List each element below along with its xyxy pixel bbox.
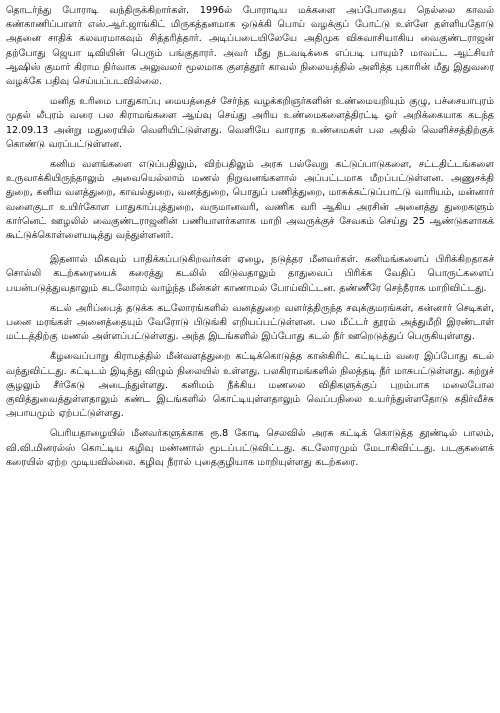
paragraph-2: மனித உரிமை பாதுகாப்பு மையத்தைச் சேர்ந்த வழக்கறிஞர்களின் உண்மையறியும் குழு, பச்சையாபுரம் முதல் லீபுரம் வரை பல கிராமங்களை ஆய்வு செய்து அரிய உண்மைகளைத்திரட்டி ஓர் அறிக்கையாக கடந்த 12.09.13 அன்று மதுரையில் வெளியிட்டுள்ளது. வெளியே வாராத உண்மைகள் பல அதில் வெளிச்சத்திற்குக் கொண்டு வரப்பட்டுள்ளன. bbox=[6, 96, 494, 150]
paragraph-5: கடல் அரிப்பைத் தடுக்க கடலோரங்களில் வனத்துறை வளர்த்திருந்த சவுக்குமரங்கள், கன்னார் செடிகள், பனை மரங்கள் அனைத்தையும் வேரோடு பிடுங்கி எறியப்பட்டுள்ளன. பல மீட்டர் தூரம் அத்துமீறி இரண்டாள் மட்டத்திற்கு மணல் அள்ளப்பட்டுள்ளது. அந்த இடங்களில் இப்போது கடல் நீர் ஊறெடுத்துப் பெருகியுள்ளது. bbox=[6, 302, 494, 343]
paragraph-3: கனிம வளங்களை எடுப்பதிலும், விற்பதிலும் அரசு பல்வேறு கட்டுப்பாடுகளை, சட்டதிட்டங்களை உருவாக்கியிருந்தாலும் அவையெல்லாம் மணல் நிறுவனங்களால் அப்பட்டமாக மீறப்பட்டுள்ளன. அணுசக்தி துறை, கனிம வளத்துறை, காவல்துறை, வனத்துறை, பொதுப் பணித்துறை, மாசுக்கட்டுப்பாட்டு வாரியம், மன்னார் வளைகுடா உயிர்கோள பாதுகாப்புத்துறை, வருமானவரி, வணிக வரி ஆகிய அரசின் அனைத்து துறைகளும் கார்னெட் ஊழலில் வைகுண்டராஜனின் பணியாளர்களாக மாறி அவருக்குச் சேவகம் செய்து 25 ஆண்டுகளாகக் கூட்டுக்கொள்ளையடித்து வந்துள்ளனர். bbox=[6, 159, 494, 242]
paragraph-4: இதனால் மிகவும் பாதிக்கப்படுகிறவர்கள் ஏழை, நடுத்தர மீனவர்கள். கனிமங்களைப் பிரிக்கிறதாகச் சொல்லி கடற்கரையைக் கரைத்து கடலில் விடுவதாலும் தாதுவைப் பிரிக்க வேதிப் பொருட்களைப் பயன்படுத்துவதாலும் கடலோரம் வாழ்ந்த மீன்கள் காணாமல் போய்விட்டன. தண்ணீரே செந்நீராக மாறிவிட்டது. bbox=[6, 254, 494, 294]
paragraph-7: பெரியதாழையில் மீனவர்களுக்காக ரூ.8 கோடி செலவில் அரசு கட்டிக் கொடுத்த தூண்டில் பாலம், வி.வி.மினரல்ஸ் கொட்டிய கழிவு மண்ணால் மூடப்பட்டுவிட்டது. கடலோரமும் மேடாகிவிட்டது. படகுகளைக் கரையில் ஏற்ற முடியவில்லை. கழிவு நீரால் புதைகுழியாக மாறியுள்ளது கடற்கரை. bbox=[6, 428, 494, 468]
paragraph-6: கீழவைப்பாறு கிராமத்தில் மீன்வளத்துறை கட்டிக்கொடுத்த கான்கிரிட் கட்டிடம் வரை இப்போது கடல் வந்துவிட்டது. கட்டிடம் இடிந்து விழும் நிலையில் உள்ளது. பலகிராமங்களில் நிலத்தடி நீர் மாசுபட்டுள்ளது. சுற்றுச் சூழலும் சீர்கேடு அடைந்துள்ளது. கனிமம் நீக்கிய மணலை விதிகளுக்குப் புறம்பாக மலைபோல குவித்துவைத்துள்ளதாலும் கண்ட இடங்களில் கொட்டியுள்ளதாலும் வெப்பநிலை உயர்ந்துள்ளதோடு கதிர்வீச்சு அபாயமும் ஏற்பட்டுள்ளது. bbox=[6, 351, 494, 420]
paragraph-1: தொடர்ந்து போராடி வந்திருக்கிறார்கள். 1996ல் போராடிய மக்களை அப்போதைய நெல்லை காவல் கண்காணிப்பாளர் எஸ்.ஆர்.ஜாங்கிட் மிருகத்தனமாக ஒடுக்கி பொய் வழக்குப் போட்டு உள்ளே தள்ளியதோடு அதனை சாதிக் கலவரமாகவும் சித்தரித்தார். அடிப்படையிலேயே அதிமுக விசுவாசியாகிய வைகுண்டராஜன் தற்போது ஜெயா டிவியின் பெரும் பங்குதாரர். அவர் மீது நடவடிக்கை எப்படி பாயும்? மாவட்ட ஆட்சியர் ஆஷிஸ் குமார் கிராம நிர்வாக அலுவலர் மூலமாக குளத்தூர் காவல் நிலையத்தில் அளித்த புகாரின் மீது இதுவரை வழக்கே பதிவு செய்யப்படவில்லை. bbox=[6, 5, 494, 88]
